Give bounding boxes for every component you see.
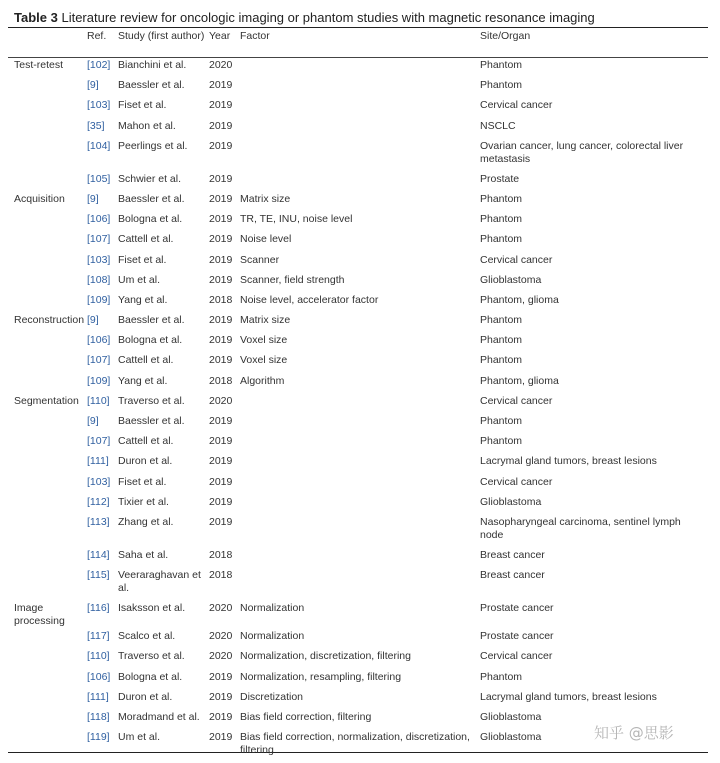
study-cell: Fiset et al. xyxy=(118,99,167,112)
year-cell: 2020 xyxy=(209,650,233,663)
ref-cell[interactable]: [103] xyxy=(87,475,111,488)
category-cell xyxy=(8,514,87,547)
year-cell: 2019 xyxy=(209,253,233,266)
study-cell: Baessler et al. xyxy=(118,192,185,205)
ref-cell[interactable]: [107] xyxy=(87,435,111,448)
header-category xyxy=(8,28,87,57)
year-cell: 2019 xyxy=(209,334,233,347)
factor-cell xyxy=(240,433,480,453)
site-cell: Phantom xyxy=(480,354,523,367)
category-cell xyxy=(8,138,87,171)
study-cell: Cattell et al. xyxy=(118,233,174,246)
site-cell: Prostate cancer xyxy=(480,602,554,615)
study-cell: Fiset et al. xyxy=(118,253,167,266)
site-cell: Phantom xyxy=(480,415,523,427)
ref-cell[interactable]: [103] xyxy=(87,253,111,266)
category-cell xyxy=(8,352,87,372)
study-cell: Bianchini et al. xyxy=(118,59,187,71)
ref-cell[interactable]: [106] xyxy=(87,334,111,347)
site-cell: Cervical cancer xyxy=(480,99,553,112)
site-cell: Prostate xyxy=(480,172,520,185)
category-cell xyxy=(8,211,87,231)
table-caption-text: Literature review for oncologic imaging or phantom studies with magnetic resonance imaging xyxy=(61,10,595,25)
factor-cell: Bias field correction, filtering xyxy=(240,710,372,723)
ref-cell[interactable]: [9] xyxy=(87,415,99,427)
site-cell: Phantom xyxy=(480,213,523,226)
factor-cell: Bias field correction, normalization, discretization, filtering xyxy=(240,731,470,757)
table-row xyxy=(8,138,708,171)
ref-cell[interactable]: [104] xyxy=(87,139,111,152)
ref-cell[interactable]: [113] xyxy=(87,515,110,528)
ref-cell[interactable]: [108] xyxy=(87,273,111,286)
study-cell: Fiset et al. xyxy=(118,475,167,488)
table-row xyxy=(8,393,708,413)
site-cell: Glioblastoma xyxy=(480,710,542,723)
year-cell: 2018 xyxy=(209,374,233,387)
category-cell xyxy=(8,729,87,757)
study-cell: Yang et al. xyxy=(118,293,168,306)
category-cell xyxy=(8,709,87,729)
category-cell xyxy=(8,272,87,292)
category-cell xyxy=(8,231,87,251)
table-row xyxy=(8,494,708,514)
study-cell: Duron et al. xyxy=(118,690,173,703)
study-cell: Baessler et al. xyxy=(118,314,185,327)
factor-cell: Noise level xyxy=(240,233,292,246)
factor-cell xyxy=(240,138,480,171)
ref-cell[interactable]: [105] xyxy=(87,172,111,185)
year-cell: 2019 xyxy=(209,213,233,226)
study-cell: Bologna et al. xyxy=(118,670,183,683)
ref-cell[interactable]: [110] xyxy=(87,394,110,407)
factor-cell xyxy=(240,118,480,138)
table-row xyxy=(8,191,708,211)
study-cell: Bologna et al. xyxy=(118,334,183,347)
table-row xyxy=(8,231,708,251)
study-cell: Duron et al. xyxy=(118,455,173,468)
factor-cell xyxy=(240,453,480,473)
study-cell: Cattell et al. xyxy=(118,435,174,448)
site-cell: Cervical cancer xyxy=(480,394,553,407)
category-cell xyxy=(8,433,87,453)
table-row xyxy=(8,648,708,668)
site-cell: Phantom xyxy=(480,79,523,92)
table-caption xyxy=(14,10,595,25)
table-row xyxy=(8,600,708,628)
category-cell xyxy=(8,171,87,191)
header-ref: Ref. xyxy=(87,30,107,42)
factor-cell: Normalization xyxy=(240,602,305,615)
site-cell: Phantom, glioma xyxy=(480,374,559,387)
ref-cell[interactable]: [109] xyxy=(87,374,111,387)
year-cell: 2019 xyxy=(209,192,233,205)
site-cell: Ovarian cancer, lung cancer, colorectal liver metastasis xyxy=(480,139,684,165)
year-cell: 2019 xyxy=(209,273,233,286)
ref-cell[interactable]: [117] xyxy=(87,630,110,643)
year-cell: 2020 xyxy=(209,59,233,71)
ref-cell[interactable]: [116] xyxy=(87,602,110,615)
category-cell: Test-retest xyxy=(14,59,64,71)
ref-cell[interactable]: [9] xyxy=(87,79,99,92)
year-cell: 2019 xyxy=(209,710,233,723)
ref-cell[interactable]: [118] xyxy=(87,710,110,723)
table-row xyxy=(8,352,708,372)
study-cell: Scalco et al. xyxy=(118,630,176,643)
site-cell: Glioblastoma xyxy=(480,273,542,286)
table-row xyxy=(8,567,708,600)
year-cell: 2018 xyxy=(209,569,233,582)
header-site: Site/Organ xyxy=(480,30,531,42)
ref-cell[interactable]: [9] xyxy=(87,192,99,205)
year-cell: 2019 xyxy=(209,670,233,683)
site-cell: Cervical cancer xyxy=(480,475,553,488)
watermark: 知乎 @思影 xyxy=(594,724,674,742)
year-cell: 2020 xyxy=(209,602,233,615)
study-cell: Baessler et al. xyxy=(118,79,185,92)
year-cell: 2019 xyxy=(209,99,233,112)
ref-cell[interactable]: [9] xyxy=(87,314,99,327)
ref-cell[interactable]: [107] xyxy=(87,233,111,246)
header-factor: Factor xyxy=(240,30,270,42)
site-cell: Nasopharyngeal carcinoma, sentinel lymph node xyxy=(480,515,681,541)
site-cell: Phantom xyxy=(480,314,523,327)
table-row xyxy=(8,547,708,567)
category-cell xyxy=(8,567,87,600)
category-cell: Image processing xyxy=(14,602,65,628)
year-cell: 2018 xyxy=(209,548,233,561)
factor-cell: Noise level, accelerator factor xyxy=(240,293,379,306)
table-row xyxy=(8,669,708,689)
category-cell xyxy=(8,292,87,312)
site-cell: Lacrymal gland tumors, breast lesions xyxy=(480,690,657,703)
factor-cell: Normalization, resampling, filtering xyxy=(240,670,402,683)
table-row xyxy=(8,433,708,453)
factor-cell xyxy=(240,97,480,117)
year-cell: 2019 xyxy=(209,515,233,528)
study-cell: Traverso et al. xyxy=(118,650,185,663)
category-cell: Acquisition xyxy=(14,192,65,205)
ref-cell[interactable]: [109] xyxy=(87,293,111,306)
category-cell xyxy=(8,413,87,433)
header-row xyxy=(8,28,708,57)
study-cell: Saha et al. xyxy=(118,548,169,561)
study-cell: Zhang et al. xyxy=(118,515,174,528)
site-cell: Lacrymal gland tumors, breast lesions xyxy=(480,455,657,468)
factor-cell xyxy=(240,57,480,77)
year-cell: 2019 xyxy=(209,415,233,427)
site-cell: Phantom xyxy=(480,192,523,205)
factor-cell: Voxel size xyxy=(240,334,288,347)
factor-cell: Voxel size xyxy=(240,354,288,367)
category-cell xyxy=(8,97,87,117)
ref-cell[interactable]: [107] xyxy=(87,354,111,367)
category-cell xyxy=(8,547,87,567)
study-cell: Veeraraghavan et al. xyxy=(118,569,201,595)
table-label: Table 3 xyxy=(14,10,58,25)
category-cell xyxy=(8,494,87,514)
table-row xyxy=(8,453,708,473)
site-cell: NSCLC xyxy=(480,119,516,132)
study-cell: Um et al. xyxy=(118,731,161,744)
table-row xyxy=(8,474,708,494)
factor-cell: Normalization, discretization, filtering xyxy=(240,650,411,663)
factor-cell: Matrix size xyxy=(240,192,291,205)
site-cell: Breast cancer xyxy=(480,548,545,561)
table-row xyxy=(8,628,708,648)
study-cell: Baessler et al. xyxy=(118,415,185,427)
year-cell: 2019 xyxy=(209,233,233,246)
year-cell: 2018 xyxy=(209,293,233,306)
table-row xyxy=(8,514,708,547)
factor-cell: Scanner, field strength xyxy=(240,273,345,286)
study-cell: Isaksson et al. xyxy=(118,602,186,615)
year-cell: 2020 xyxy=(209,394,233,407)
study-cell: Cattell et al. xyxy=(118,354,174,367)
study-cell: Peerlings et al. xyxy=(118,139,188,152)
table-row xyxy=(8,413,708,433)
site-cell: Glioblastoma xyxy=(480,731,542,744)
factor-cell xyxy=(240,474,480,494)
category-cell xyxy=(8,77,87,97)
table-row xyxy=(8,77,708,97)
year-cell: 2019 xyxy=(209,139,233,152)
site-cell: Phantom xyxy=(480,670,523,683)
site-cell: Phantom xyxy=(480,435,523,448)
year-cell: 2020 xyxy=(209,630,233,643)
year-cell: 2019 xyxy=(209,354,233,367)
factor-cell: Normalization xyxy=(240,630,305,643)
table-row xyxy=(8,252,708,272)
study-cell: Bologna et al. xyxy=(118,213,183,226)
factor-cell xyxy=(240,547,480,567)
table-row xyxy=(8,689,708,709)
year-cell: 2019 xyxy=(209,731,233,744)
table-body xyxy=(8,57,708,757)
study-cell: Schwier et al. xyxy=(118,172,182,185)
ref-cell[interactable]: [115] xyxy=(87,569,110,582)
study-cell: Yang et al. xyxy=(118,374,168,387)
ref-cell[interactable]: [119] xyxy=(87,731,110,744)
site-cell: Prostate cancer xyxy=(480,630,554,643)
factor-cell xyxy=(240,514,480,547)
category-cell xyxy=(8,628,87,648)
year-cell: 2019 xyxy=(209,690,233,703)
category-cell xyxy=(8,373,87,393)
year-cell: 2019 xyxy=(209,314,233,327)
header-year: Year xyxy=(209,30,231,42)
factor-cell xyxy=(240,393,480,413)
factor-cell: TR, TE, INU, noise level xyxy=(240,213,353,226)
ref-cell[interactable]: [111] xyxy=(87,455,109,468)
table-row xyxy=(8,97,708,117)
ref-cell[interactable]: [106] xyxy=(87,213,111,226)
category-cell: Segmentation xyxy=(14,394,79,407)
table-row xyxy=(8,57,708,77)
factor-cell: Matrix size xyxy=(240,314,291,327)
category-cell xyxy=(8,689,87,709)
table-row xyxy=(8,292,708,312)
table-row xyxy=(8,312,708,332)
factor-cell xyxy=(240,494,480,514)
category-cell xyxy=(8,474,87,494)
factor-cell xyxy=(240,171,480,191)
category-cell: Reconstruction xyxy=(14,314,85,327)
year-cell: 2019 xyxy=(209,79,233,92)
site-cell: Phantom xyxy=(480,59,523,71)
ref-cell[interactable]: [35] xyxy=(87,119,105,132)
category-cell xyxy=(8,332,87,352)
ref-cell[interactable]: [111] xyxy=(87,690,109,703)
factor-cell xyxy=(240,413,480,433)
category-cell xyxy=(8,453,87,473)
category-cell xyxy=(8,252,87,272)
literature-table xyxy=(8,28,708,757)
category-cell xyxy=(8,648,87,668)
header-study: Study (first author) xyxy=(118,30,205,42)
site-cell: Cervical cancer xyxy=(480,650,553,663)
factor-cell xyxy=(240,77,480,97)
factor-cell: Algorithm xyxy=(240,374,285,387)
site-cell: Phantom, glioma xyxy=(480,293,559,306)
year-cell: 2019 xyxy=(209,435,233,448)
factor-cell xyxy=(240,567,480,600)
ref-cell[interactable]: [112] xyxy=(87,495,110,508)
table-row xyxy=(8,373,708,393)
table-row xyxy=(8,171,708,191)
ref-cell[interactable]: [110] xyxy=(87,650,110,663)
site-cell: Phantom xyxy=(480,334,523,347)
year-cell: 2019 xyxy=(209,475,233,488)
study-cell: Um et al. xyxy=(118,273,161,286)
study-cell: Moradmand et al. xyxy=(118,710,200,723)
ref-cell[interactable]: [106] xyxy=(87,670,111,683)
ref-cell[interactable]: [103] xyxy=(87,99,111,112)
site-cell: Breast cancer xyxy=(480,569,545,582)
study-cell: Tixier et al. xyxy=(118,495,169,508)
factor-cell: Scanner xyxy=(240,253,280,266)
study-cell: Mahon et al. xyxy=(118,119,176,132)
year-cell: 2019 xyxy=(209,495,233,508)
table-row xyxy=(8,118,708,138)
ref-cell[interactable]: [114] xyxy=(87,548,110,561)
site-cell: Cervical cancer xyxy=(480,253,553,266)
category-cell xyxy=(8,118,87,138)
year-cell: 2019 xyxy=(209,119,233,132)
category-cell xyxy=(8,669,87,689)
site-cell: Phantom xyxy=(480,233,523,246)
year-cell: 2019 xyxy=(209,455,233,468)
site-cell: Glioblastoma xyxy=(480,495,542,508)
year-cell: 2019 xyxy=(209,172,233,185)
ref-cell[interactable]: [102] xyxy=(87,59,111,71)
study-cell: Traverso et al. xyxy=(118,394,185,407)
table-row xyxy=(8,272,708,292)
table-row xyxy=(8,211,708,231)
factor-cell: Discretization xyxy=(240,690,304,703)
table-row xyxy=(8,332,708,352)
